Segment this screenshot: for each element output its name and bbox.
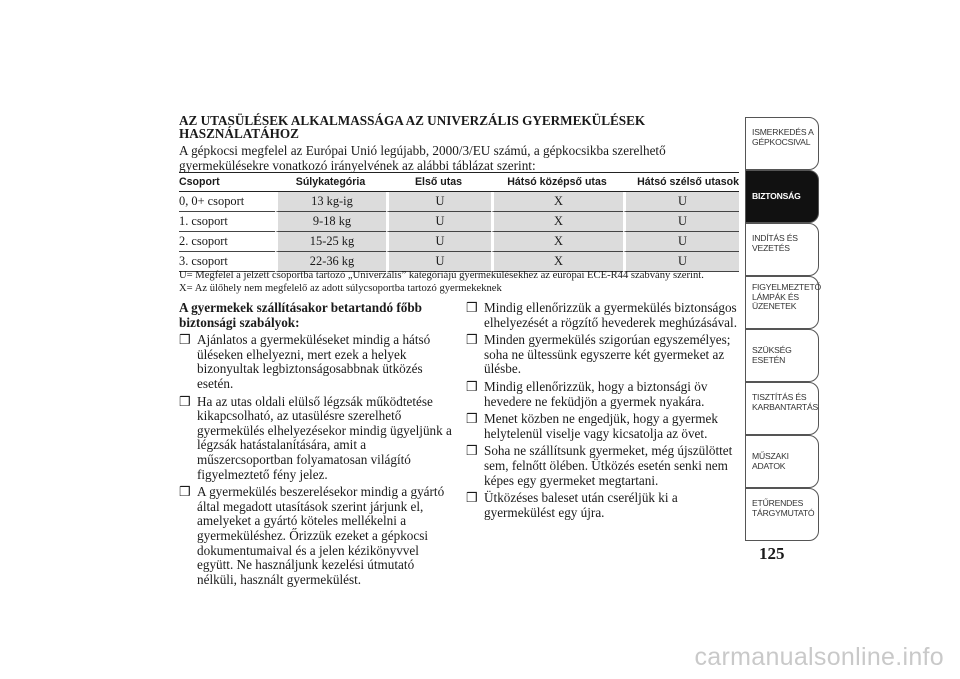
list-item-text: A gyermekülés beszerelésekor mindig a gyártó által megadott utasítások szerint járjunk el, amelyeket a gyártó köteles mellékelni a gyermeküléshez. Őrizzük ezeket a gépkocsi dokumentumaival és a jelen kézikönyvvel együtt. Ne használjunk kezelési útmutató nélküli, használt gyermekülést.	[197, 484, 445, 587]
list-item-text: Mindig ellenőrizzük, hogy a biztonsági öv hevedere ne feküdjön a gyermek nyakára.	[484, 378, 708, 409]
table-cell: 3. csoport	[179, 252, 275, 272]
table-cell: X	[491, 232, 623, 252]
checkbox-bullet-icon: ❒	[466, 332, 478, 348]
tab-figyelmezteto[interactable]: FIGYELMEZTETŐ LÁMPÁK ÉS ÜZENETEK	[745, 276, 819, 329]
list-item	[466, 380, 741, 409]
intro-paragraph: A gépkocsi megfelel az Európai Unió legújabb, 2000/3/EU számú, a gépkocsikba szerelhető gyermekülésekre vonatkozó irányelvének az alábbi táblázat szerint:	[179, 143, 666, 173]
chapter-tabs	[745, 117, 822, 541]
table-cell: U	[623, 192, 739, 212]
tab-muszaki[interactable]: MŰSZAKI ADATOK	[745, 435, 819, 488]
checkbox-bullet-icon: ❒	[179, 332, 191, 348]
list-item	[466, 444, 741, 488]
table-cell: 2. csoport	[179, 232, 275, 252]
tab-inditas[interactable]: INDÍTÁS ÉS VEZETÉS	[745, 223, 819, 276]
list-item	[179, 395, 454, 483]
list-item	[179, 333, 454, 391]
note-u: U= Megfelel a jelzett csoportba tartozó „Univerzális” kategóriájú gyermekülésekhez az európai ECE-R44 szabvány szerint.	[179, 270, 704, 281]
list-item-text: Menet közben ne engedjük, hogy a gyermek helytelenül viselje vagy kicsatolja az övet.	[484, 411, 719, 441]
table-row	[179, 212, 739, 232]
right-column	[466, 301, 741, 523]
table-cell: X	[491, 212, 623, 232]
table-cell: 0, 0+ csoport	[179, 192, 275, 212]
table-row	[179, 192, 739, 212]
list-item-text: Ha az utas oldali elülső légzsák működtetése kikapcsolható, az utasülésre szerelhető gyermekülés elhelyezésekor mindig ügyeljünk a légzsák hatástalanítására, amit a műszercsoportban folyamatosan világító figyelmeztető fény jelez.	[197, 393, 452, 482]
col-header-rear-center: Hátsó középső utas	[491, 172, 623, 192]
table-notes	[179, 269, 739, 295]
table-cell: 15-25 kg	[275, 232, 386, 252]
table-cell: X	[491, 252, 623, 272]
col-header-front: Első utas	[386, 172, 491, 192]
checkbox-bullet-icon: ❒	[466, 378, 478, 394]
checkbox-bullet-icon: ❒	[466, 490, 478, 506]
rules-subtitle: A gyermekek szállításakor betartandó főbb biztonsági szabályok:	[179, 300, 422, 330]
table-cell: 9-18 kg	[275, 212, 386, 232]
tab-szukseg[interactable]: SZÜKSÉG ESETÉN	[745, 329, 819, 382]
table-cell: U	[386, 232, 491, 252]
watermark: carmanualsonline.info	[694, 643, 944, 671]
table-cell: 13 kg-ig	[275, 192, 386, 212]
note-x: X= Az ülőhely nem megfelelő az adott súlycsoportba tartozó gyermekeknek	[179, 283, 502, 294]
page-number: 125	[759, 544, 785, 563]
tab-ismerkedes[interactable]: ISMERKEDÉS A GÉPKOCSIVAL	[745, 117, 819, 170]
section-title: AZ UTASÜLÉSEK ALKALMASSÁGA AZ UNIVERZÁLIS GYERMEKÜLÉSEK HASZNÁLATÁHOZ	[179, 113, 646, 141]
tab-targymutato[interactable]: ETŰRENDES TÁRGYMUTATÓ	[745, 488, 819, 541]
table-header-row	[179, 172, 739, 192]
table-cell: U	[623, 232, 739, 252]
list-item-text: Mindig ellenőrizzük a gyermekülés biztonságos elhelyezését a rögzítő hevederek meghúzásával.	[484, 300, 737, 330]
tab-biztonsag[interactable]: BIZTONSÁG	[745, 170, 819, 223]
col-header-group: Csoport	[179, 172, 275, 192]
left-column	[179, 301, 454, 590]
table-cell: 22-36 kg	[275, 252, 386, 272]
list-item-text: Ajánlatos a gyermeküléseket mindig a hátsó üléseken elhelyezni, mert ezek a helyek bizonyultak legbiztonságosabbnak ütközés esetén.	[197, 332, 431, 391]
list-item	[466, 301, 741, 330]
list-item	[466, 491, 741, 520]
list-item	[466, 333, 741, 377]
list-item-text: Soha ne szállítsunk gyermeket, még újszülöttet sem, felnőtt ölében. Ütközés esetén senki nem képes egy gyermeket megtartani.	[484, 443, 733, 488]
col-header-rear-side: Hátsó szélső utasok	[623, 172, 739, 192]
col-header-weight: Súlykategória	[275, 172, 386, 192]
table-cell: X	[491, 192, 623, 212]
table-cell: U	[386, 192, 491, 212]
checkbox-bullet-icon: ❒	[466, 411, 478, 427]
table-cell: 1. csoport	[179, 212, 275, 232]
checkbox-bullet-icon: ❒	[466, 300, 478, 315]
table-cell: U	[386, 252, 491, 272]
list-item-text: Ütközéses baleset után cseréljük ki a gyermekülést egy újra.	[484, 490, 678, 520]
table-cell: U	[386, 212, 491, 232]
child-seat-table	[179, 172, 739, 272]
list-item	[179, 485, 454, 587]
table-cell: U	[623, 252, 739, 272]
list-item-text: Minden gyermekülés szigorúan egyszemélyes; soha ne ültessünk egyszerre két gyermeket az ülésbe.	[484, 332, 731, 377]
table-row	[179, 232, 739, 252]
checkbox-bullet-icon: ❒	[466, 443, 478, 459]
checkbox-bullet-icon: ❒	[179, 393, 191, 409]
tab-tisztitas[interactable]: TISZTÍTÁS ÉS KARBANTARTÁS	[745, 382, 819, 435]
checkbox-bullet-icon: ❒	[179, 484, 191, 500]
list-item	[466, 412, 741, 441]
table-cell: U	[623, 212, 739, 232]
